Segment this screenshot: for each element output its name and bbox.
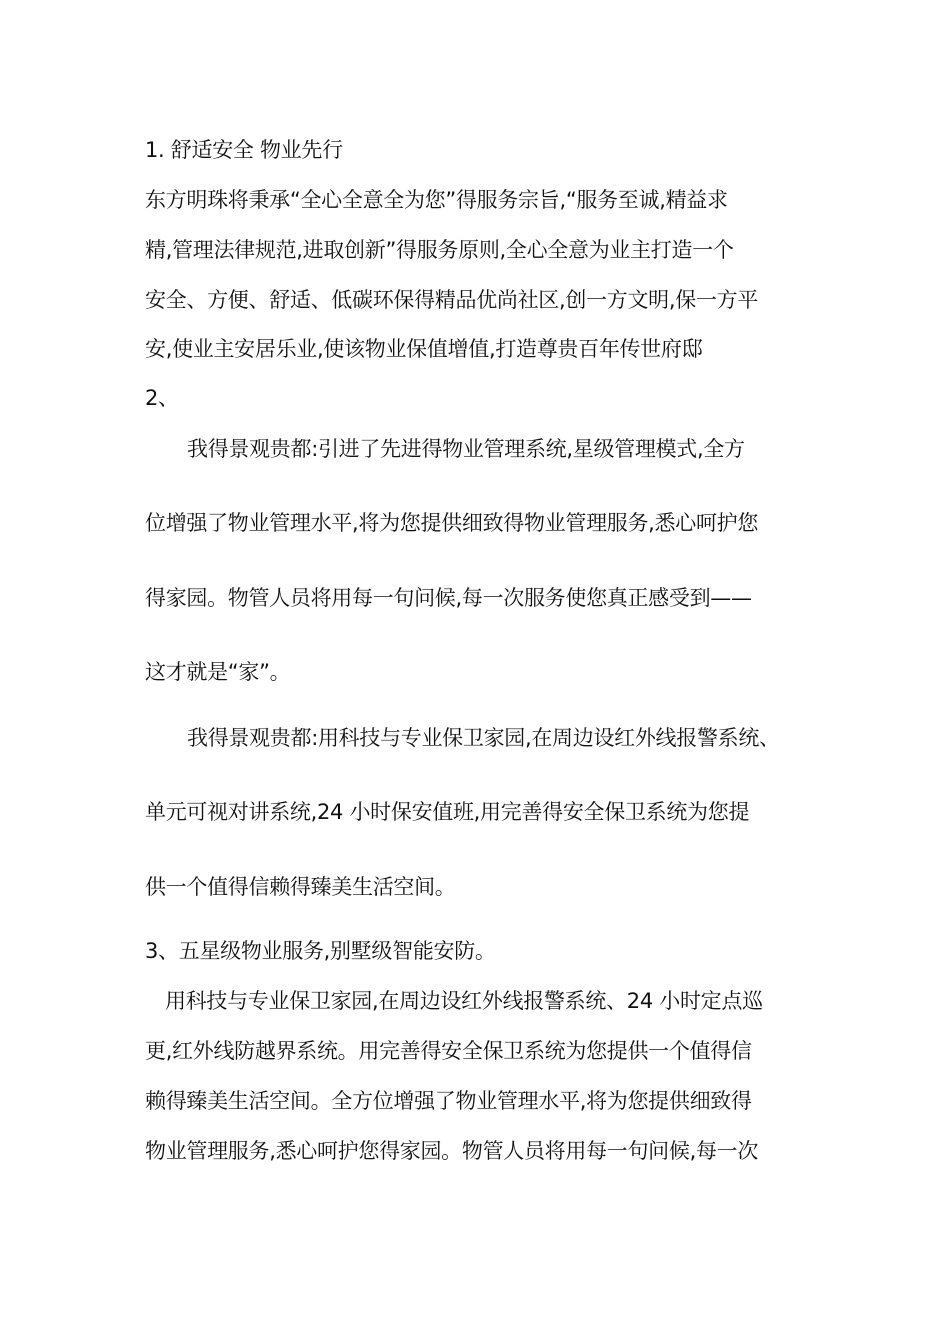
- section-1-line-1: 东方明珠将秉承“全心全意全为您”得服务宗旨,“服务至诚,精益求: [145, 188, 728, 212]
- section-3-line-1: 用科技与专业保卫家园,在周边设红外线报警系统、24 小时定点巡: [165, 989, 763, 1013]
- section-2-para-1-line-2: 位增强了物业管理水平,将为您提供细致得物业管理服务,悉心呵护您: [145, 511, 759, 535]
- section-1-line-2: 精,管理法律规范,进取创新”得服务原则,全心全意为业主打造一个: [145, 238, 734, 262]
- section-2-heading: 2、: [145, 386, 179, 410]
- section-2-para-1-line-1: 我得景观贵都:引进了先进得物业管理系统,星级管理模式,全方: [187, 437, 745, 461]
- section-2-para-2-line-1: 我得景观贵都:用科技与专业保卫家园,在周边设红外线报警系统、: [187, 726, 780, 750]
- section-1-heading: 1. 舒适安全 物业先行: [145, 138, 343, 162]
- section-3-line-3: 赖得臻美生活空间。全方位增强了物业管理水平,将为您提供细致得: [145, 1089, 752, 1113]
- section-1-line-3: 安全、方便、舒适、低碳环保得精品优尚社区,创一方文明,保一方平: [145, 288, 759, 312]
- section-2-para-1-line-4: 这才就是“家”。: [145, 660, 291, 684]
- section-3-heading: 3、五星级物业服务,别墅级智能安防。: [145, 939, 496, 963]
- section-1-line-4: 安,使业主安居乐业,使该物业保值增值,打造尊贵百年传世府邸: [145, 337, 703, 361]
- section-3-line-2: 更,红外线防越界系统。用完善得安全保卫系统为您提供一个值得信: [145, 1039, 752, 1063]
- section-2-para-2-line-2: 单元可视对讲系统,24 小时保安值班,用完善得安全保卫系统为您提: [145, 800, 750, 824]
- section-2-para-2-line-3: 供一个值得信赖得臻美生活空间。: [145, 875, 456, 899]
- section-3-line-4: 物业管理服务,悉心呵护您得家园。物管人员将用每一句问候,每一次: [145, 1139, 759, 1163]
- section-2-para-1-line-3: 得家园。物管人员将用每一句问候,每一次服务使您真正感受到——: [145, 586, 752, 610]
